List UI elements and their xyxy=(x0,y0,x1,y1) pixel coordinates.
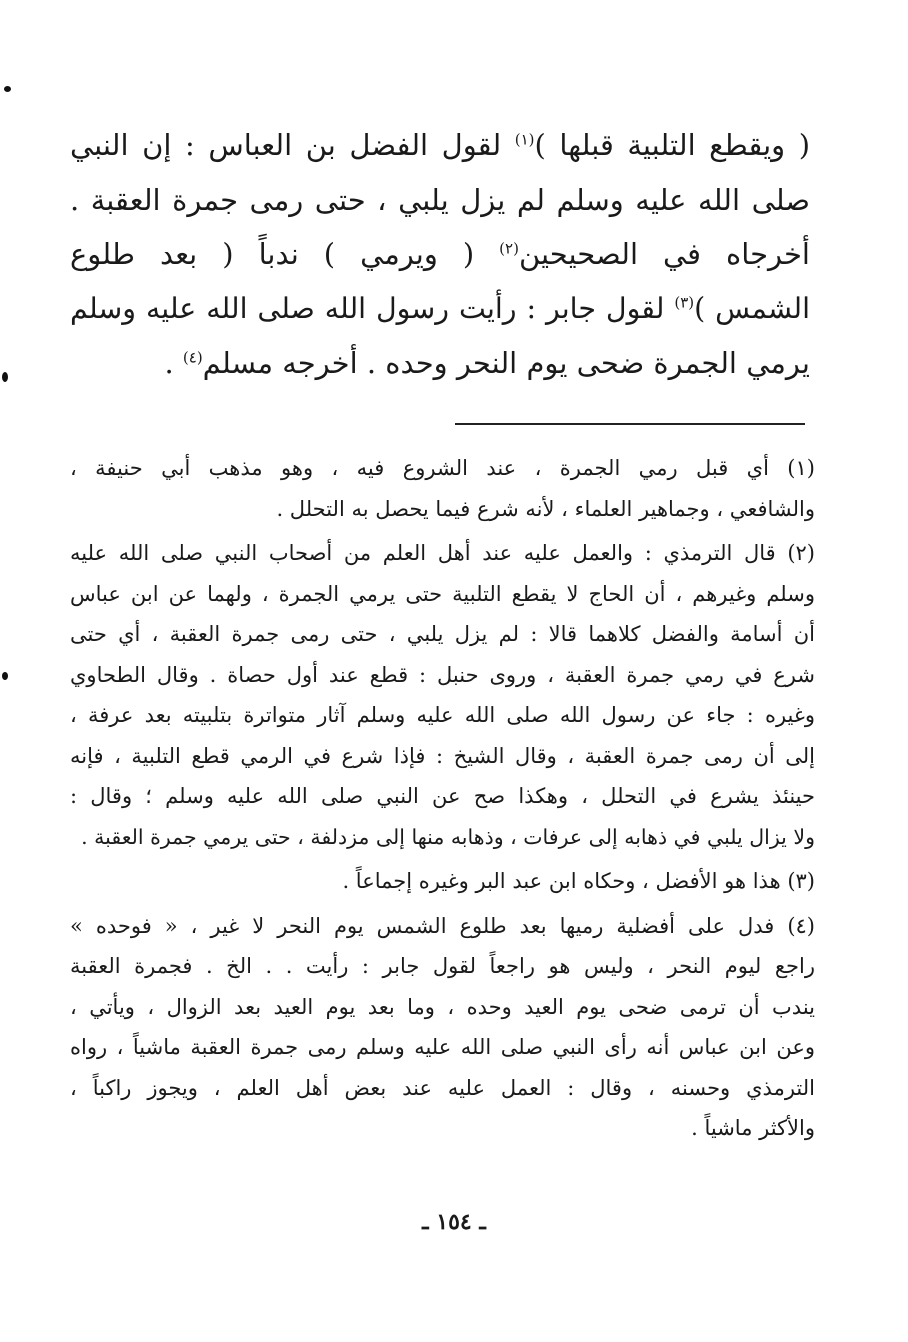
main-line: أخرجاه في الصحيحين$^{(٢)}$ ( ويرمي ) ندباً ( بعد طلوع xyxy=(70,237,810,271)
footnote-marker: (٣) xyxy=(674,293,695,311)
main-line: يرمي الجمرة ضحى يوم النحر وحده . أخرجه مسلم$^{(٤)}$ . xyxy=(164,346,810,380)
main-line: الشمس )$^{(٣)}$ لقول جابر : رأيت رسول الله صلى الله عليه وسلم xyxy=(70,291,810,325)
footnote-line: (٣) هذا هو الأفضل ، وحكاه ابن عبد البر وغيره إجماعاً . xyxy=(342,869,815,893)
footnote-marker: (٢) xyxy=(499,239,519,258)
footnote-line: حينئذ يشرع في التحلل ، وهكذا صح عن النبي صلى الله عليه وسلم ؛ وقال : xyxy=(70,784,815,808)
main-text xyxy=(70,118,810,391)
footnote xyxy=(70,533,815,857)
footnote-line: إلى أن رمى جمرة العقبة ، وقال الشيخ : فإذا شرع في الرمي قطع التلبية ، فإنه xyxy=(70,743,815,768)
footnote-line: ولا يزال يلبي في ذهابه إلى عرفات ، وذهابه منها إلى مزدلفة ، حتى يرمي جمرة العقبة . xyxy=(81,824,815,849)
footnote-line: الترمذي وحسنه ، وقال : العمل عليه عند بعض أهل العلم ، ويجوز راكباً ، xyxy=(70,1075,815,1100)
footnote-line: شرع في رمي جمرة العقبة ، وروى حنبل : قطع عند أول حصاة . وقال الطحاوي xyxy=(70,662,815,687)
page-number: ـ ١٥٤ ـ xyxy=(422,1209,486,1235)
footnote-line: (٤) فدل على أفضلية رميها بعد طلوع الشمس يوم النحر لا غير ، « فوحده » xyxy=(70,913,815,938)
footnote-line: والأكثر ماشياً . xyxy=(691,1116,815,1140)
footnote-line: (٢) قال الترمذي : والعمل عليه عند أهل العلم من أصحاب النبي صلى الله عليه xyxy=(70,541,815,565)
footnote xyxy=(70,906,815,1149)
footnote-marker: (١) xyxy=(514,130,535,149)
footnote-line: وسلم وغيرهم ، أن الحاج لا يقطع التلبية حتى يرمي الجمرة ، ولهما عن ابن عباس xyxy=(70,581,815,606)
scan-mark xyxy=(4,86,11,92)
footnote xyxy=(70,861,815,902)
footnote xyxy=(70,448,815,529)
main-line: صلى الله عليه وسلم لم يزل يلبي ، حتى رمى جمرة العقبة . xyxy=(70,182,810,217)
footnotes xyxy=(70,448,815,1153)
footnote-line: يندب أن ترمى ضحى يوم العيد وحده ، وما بعد يوم العيد بعد الزوال ، ويأتي ، xyxy=(70,994,815,1019)
main-line: ( ويقطع التلبية قبلها )$^{(١)}$ لقول الفضل بن العباس : إن النبي xyxy=(70,128,811,162)
footnote-line: راجع ليوم النحر ، وليس هو راجعاً لقول جابر : رأيت . . الخ . فجمرة العقبة xyxy=(70,954,815,978)
footnote-line: (١) أي قبل رمي الجمرة ، عند الشروع فيه ، وهو مذهب أبي حنيفة ، xyxy=(70,456,815,480)
scan-mark xyxy=(2,372,8,382)
footnote-line: وعن ابن عباس أنه رأى النبي صلى الله عليه وسلم رمى جمرة العقبة ماشياً ، رواه xyxy=(70,1035,815,1059)
footnote-line: أن أسامة والفضل كلاهما قالا : لم يزل يلبي ، حتى رمى جمرة العقبة ، أي حتى xyxy=(70,622,815,646)
footnote-line: وغيره : جاء عن رسول الله صلى الله عليه وسلم آثار متواترة بتلبيته بعد عرفة ، xyxy=(70,703,815,727)
footnote-marker: (٤) xyxy=(182,348,203,367)
footnote-line: والشافعي ، وجماهير العلماء ، لأنه شرع فيما يحصل به التحلل . xyxy=(276,496,815,521)
footnote-separator xyxy=(455,423,805,425)
scan-mark xyxy=(2,672,8,680)
